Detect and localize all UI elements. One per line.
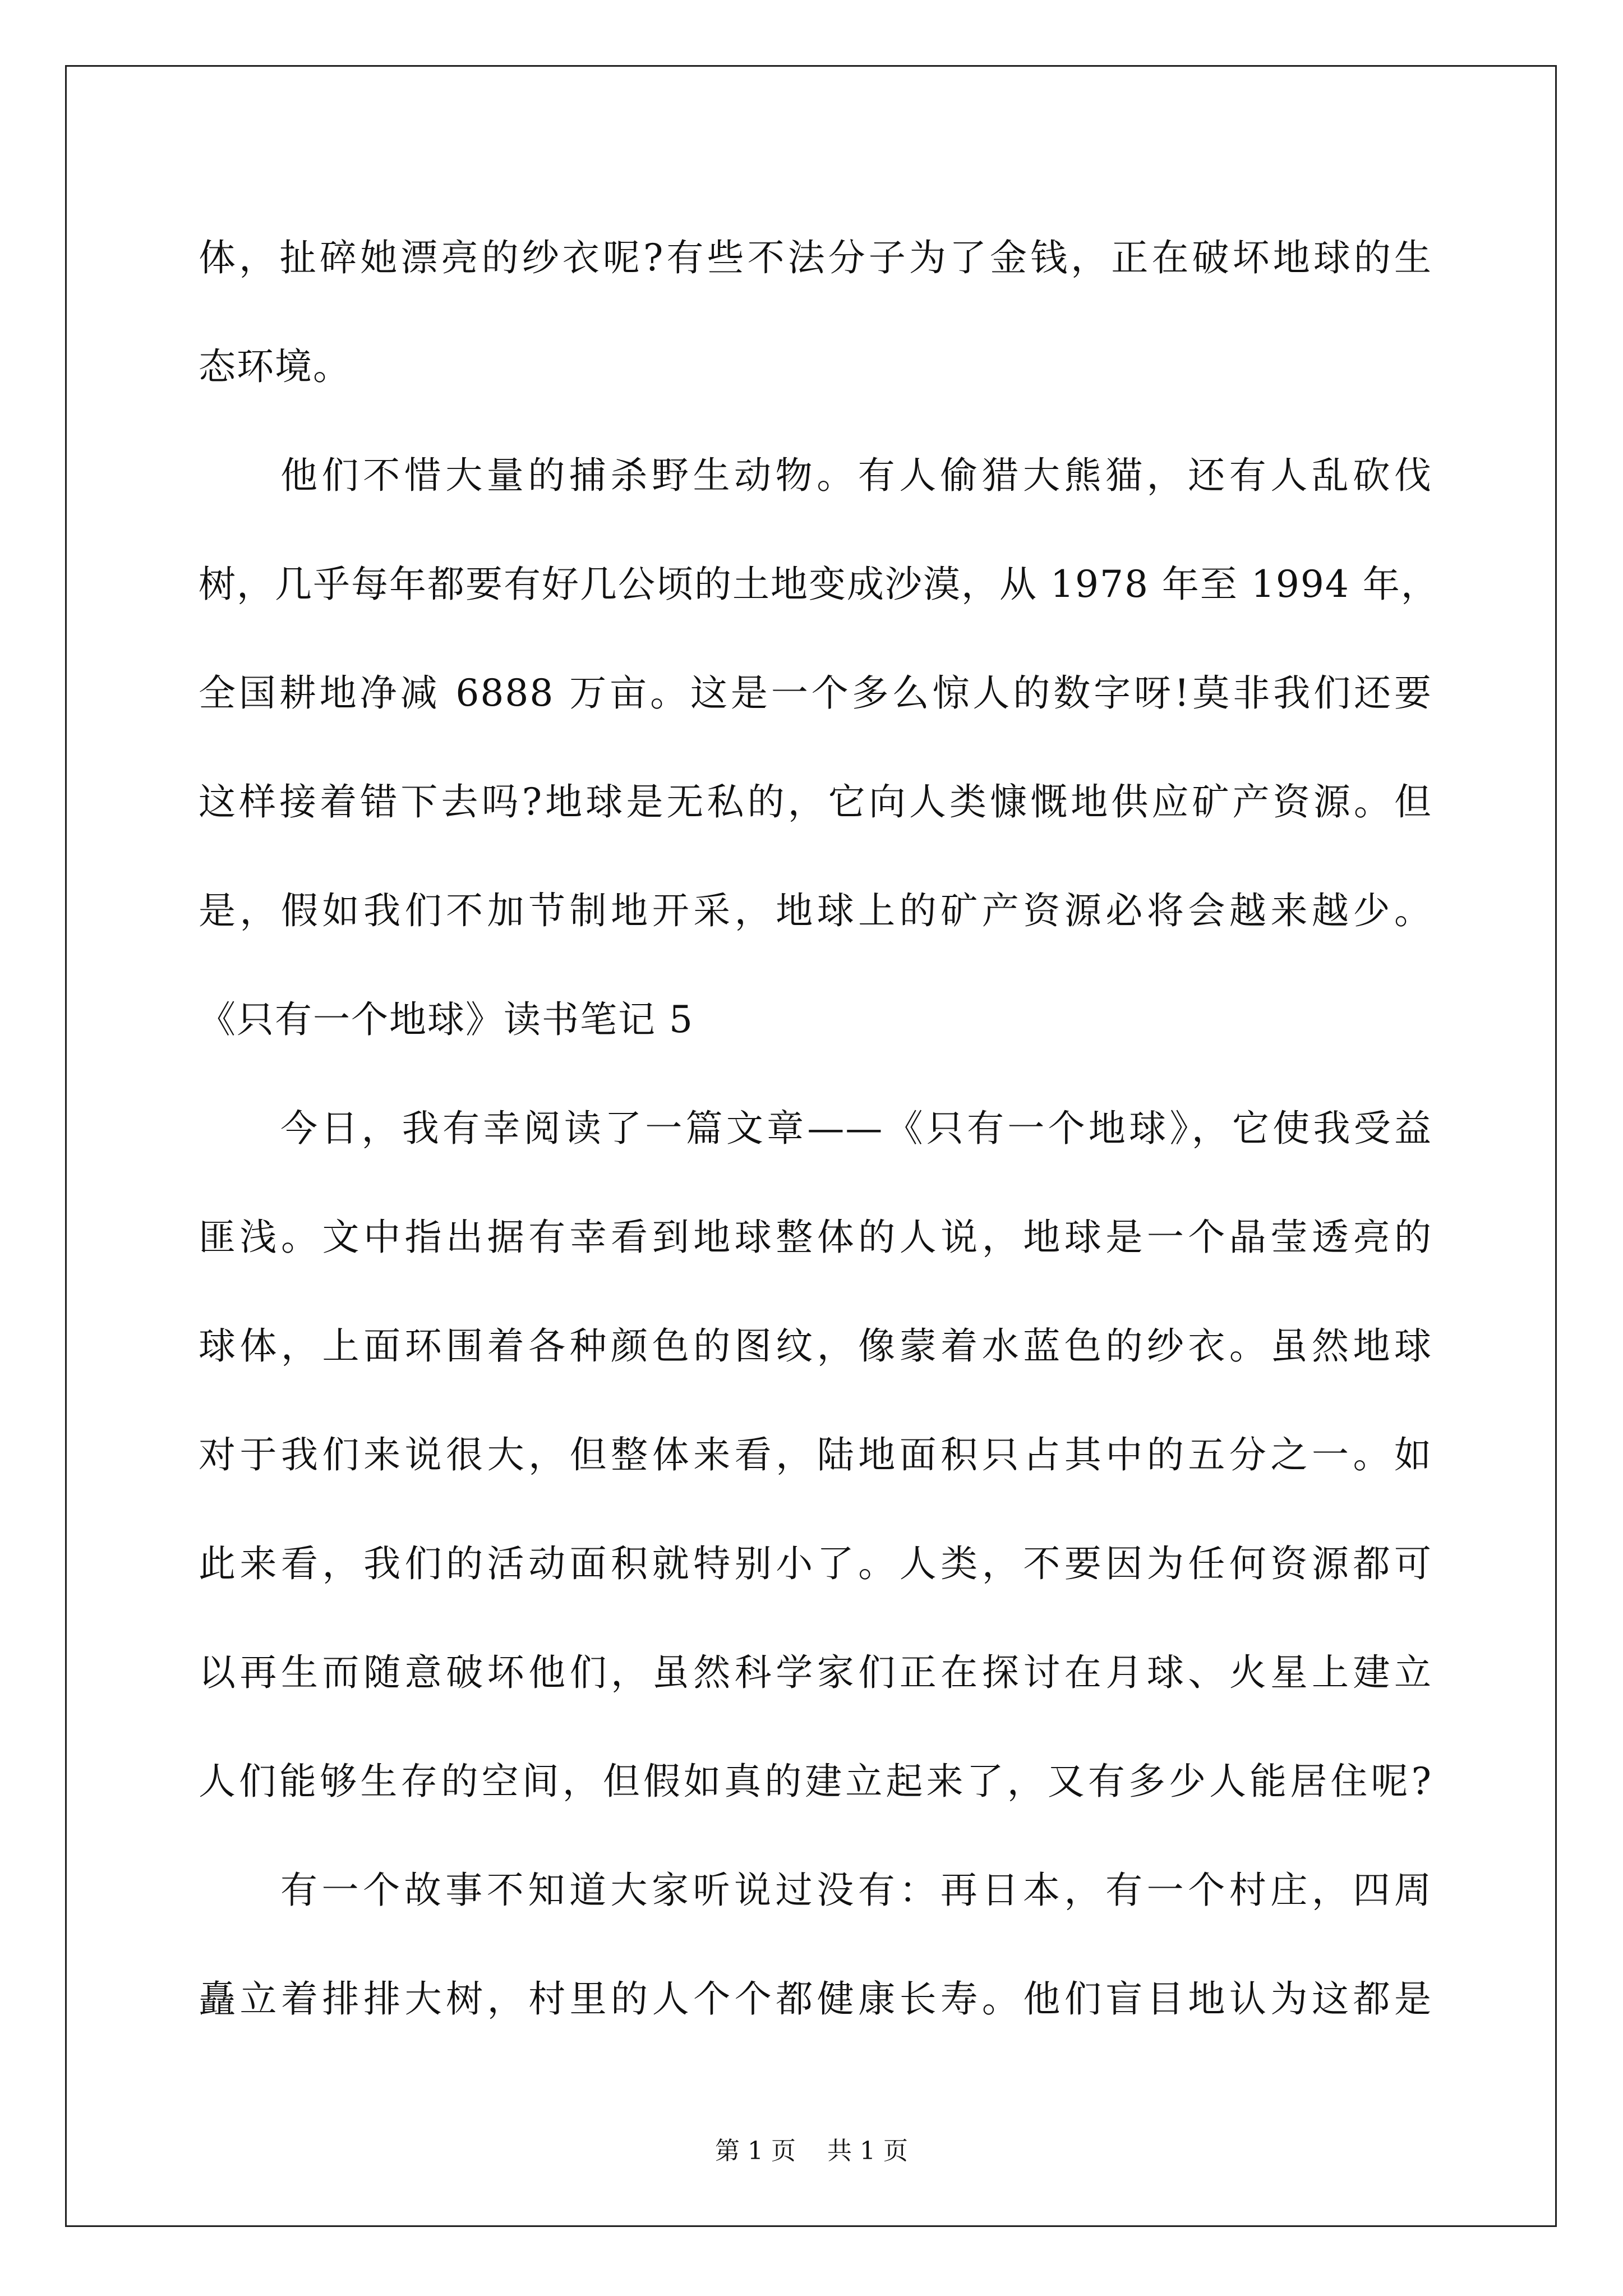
text-line: 矗立着排排大树，村里的人个个都健康长寿。他们盲目地认为这都是 [199,1977,1432,2021]
text-line: 球体，上面环围着各种颜色的图纹，像蒙着水蓝色的纱衣。虽然地球 [199,1324,1432,1368]
text-line: 体，扯碎她漂亮的纱衣呢?有些不法分子为了金钱，正在破坏地球的生 [199,236,1432,279]
text-line: 这样接着错下去吗?地球是无私的，它向人类慷慨地供应矿产资源。但 [199,780,1432,823]
text-line: 对于我们来说很大，但整体来看，陆地面积只占其中的五分之一。如 [199,1433,1432,1476]
section-heading: 《只有一个地球》读书笔记 5 [199,998,694,1041]
text-line: 以再生而随意破坏他们，虽然科学家们正在探讨在月球、火星上建立 [199,1651,1432,1694]
text-line: 此来看，我们的活动面积就特别小了。人类，不要因为任何资源都可 [199,1542,1432,1585]
paragraph-start-line: 有一个故事不知道大家听说过没有：再日本，有一个村庄，四周 [280,1869,1432,1912]
paragraph-start-line: 今日，我有幸阅读了一篇文章——《只有一个地球》，它使我受益 [280,1107,1432,1150]
text-line: 全国耕地净减 6888 万亩。这是一个多么惊人的数字呀!莫非我们还要 [199,671,1432,715]
text-line: 是，假如我们不加节制地开采，地球上的矿产资源必将会越来越少。 [199,889,1432,932]
text-line: 匪浅。文中指出据有幸看到地球整体的人说，地球是一个晶莹透亮的 [199,1216,1432,1259]
text-line: 树，几乎每年都要有好几公顷的土地变成沙漠，从 1978 年至 1994 年， [199,563,1439,606]
page-footer [0,2134,1623,2168]
document-body [199,222,1439,2072]
text-line: 人们能够生存的空间，但假如真的建立起来了，又有多少人能居住呢? [199,1760,1432,1803]
text-line: 态环境。 [199,345,351,388]
page-total: 共 1 页 [827,2137,908,2165]
paragraph-start-line: 他们不惜大量的捕杀野生动物。有人偷猎大熊猫，还有人乱砍伐 [280,454,1432,497]
page-number: 第 1 页 [715,2137,796,2165]
